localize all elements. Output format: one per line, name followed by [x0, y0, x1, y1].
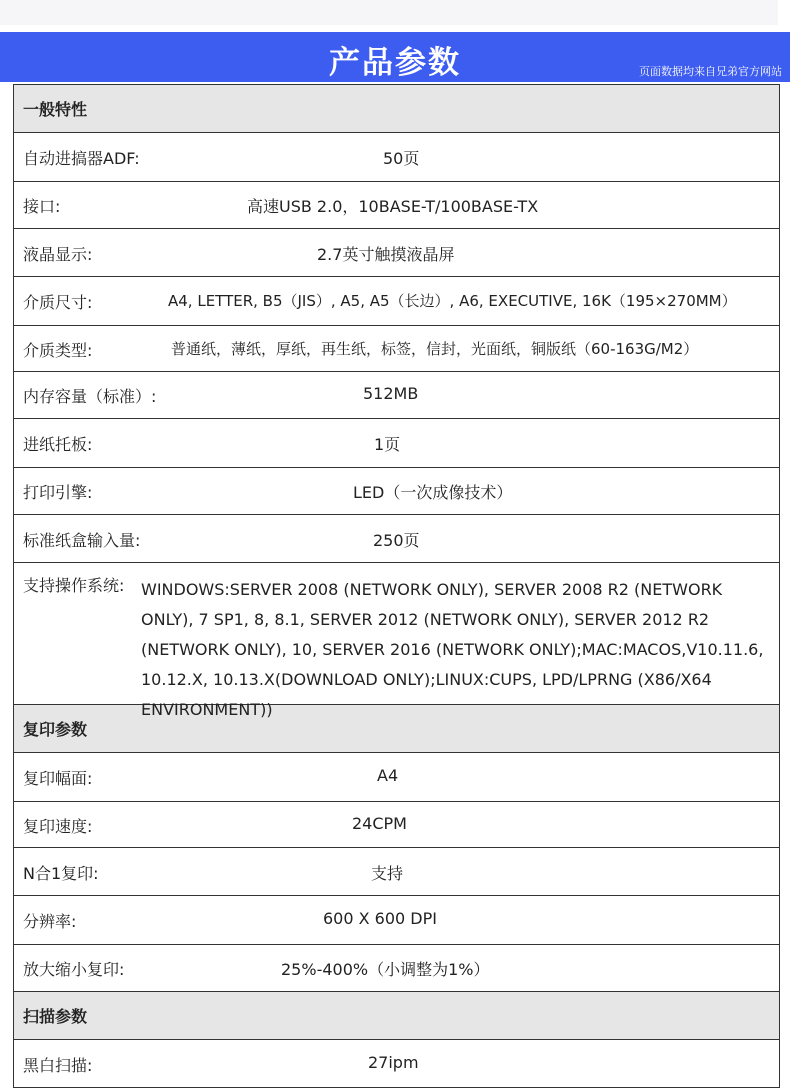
section-title: 扫描参数 — [23, 1007, 88, 1026]
table-row — [14, 133, 780, 182]
row-label: 自动进搞器ADF: — [23, 149, 140, 168]
row-value: 512MB — [363, 384, 419, 403]
section-header-general — [14, 85, 780, 133]
row-value: 普通纸，薄纸，厚纸，再生纸，标签，信封，光面纸，铜版纸（60-163G/M2） — [171, 339, 699, 358]
table-row — [14, 326, 780, 372]
table-row — [14, 372, 780, 419]
table-row — [14, 848, 780, 896]
row-value: 高速USB 2.0，10BASE-T/100BASE-TX — [247, 197, 539, 216]
row-value: 25%-400%（小调整为1%） — [281, 960, 490, 979]
row-label: 进纸托板: — [23, 435, 93, 454]
row-label: 介质类型: — [23, 340, 93, 360]
row-value: A4 — [377, 766, 399, 785]
header-banner — [0, 32, 790, 82]
row-value: 支持 — [371, 863, 404, 883]
row-value: 2.7英寸触摸液晶屏 — [317, 244, 455, 264]
table-row — [14, 468, 780, 515]
page-title: 产品参数 — [329, 45, 461, 81]
table-row — [14, 277, 780, 326]
table-row-os — [14, 563, 780, 705]
table-row — [14, 1040, 780, 1088]
row-label: 打印引擎: — [23, 483, 93, 502]
row-label: 标准纸盒输入量: — [23, 530, 141, 550]
row-value: 50页 — [383, 149, 420, 168]
row-label: 接口: — [23, 197, 61, 216]
table-row — [14, 515, 780, 563]
row-label: N合1复印: — [23, 863, 99, 883]
table-row — [14, 945, 780, 992]
top-strip — [0, 0, 778, 25]
row-label: 放大缩小复印: — [23, 960, 125, 979]
row-label: 支持操作系统: — [23, 576, 125, 595]
row-label: 内存容量（标准）: — [23, 387, 157, 406]
row-value: 600 X 600 DPI — [323, 909, 437, 928]
table-row — [14, 802, 780, 848]
table-row — [14, 419, 780, 468]
row-label: 复印速度: — [23, 816, 93, 836]
row-label: 分辨率: — [23, 912, 77, 931]
row-value: 24CPM — [352, 813, 407, 833]
table-row — [14, 753, 780, 802]
row-value: A4, LETTER, B5（JIS）, A5, A5（长边）, A6, EXECUTIVE, 16K（195×270MM） — [168, 292, 737, 310]
section-title: 复印参数 — [23, 720, 88, 739]
row-label: 复印幅面: — [23, 769, 93, 788]
row-value: 1页 — [374, 435, 401, 454]
row-value: LED（一次成像技术） — [353, 483, 513, 502]
section-header-scan — [14, 992, 780, 1040]
row-label: 液晶显示: — [23, 244, 93, 264]
table-row — [14, 229, 780, 277]
section-title: 一般特性 — [23, 100, 88, 119]
source-note: 页面数据均来自兄弟官方网站 — [639, 65, 782, 78]
row-value: 27ipm — [368, 1052, 419, 1072]
row-label: 介质尺寸: — [23, 293, 93, 312]
row-value: WINDOWS:SERVER 2008 (NETWORK ONLY), SERVER 2008 R2 (NETWORK ONLY), 7 SP1, 8, 8.1, SERVER 2012 (NETWORK ONLY), SERVER 2012 R2 (NETWORK ONLY), 10, SERVER 2016 (NETWORK ONLY);MAC:MACOS,V10.11.6, 10.12.X, 10.13.X(DOWNLOAD ONLY);LINUX:CUPS, LPD/LPRNG (X86/X64 ENVIRONMENT)) — [141, 580, 764, 719]
row-label: 黑白扫描: — [23, 1055, 93, 1075]
table-row — [14, 182, 780, 229]
table-row — [14, 896, 780, 945]
row-value: 250页 — [373, 530, 420, 550]
spec-table — [13, 84, 780, 1088]
